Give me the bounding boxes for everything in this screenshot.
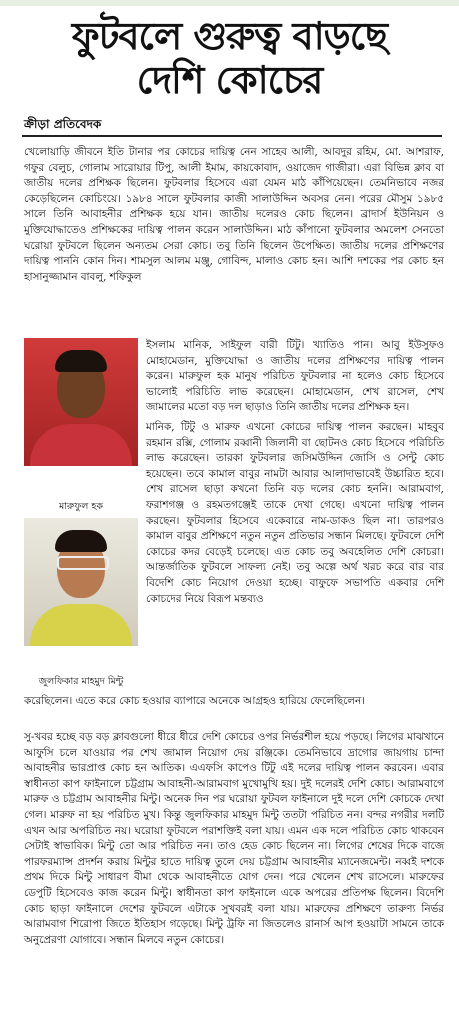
headline <box>0 14 459 102</box>
article-text: করেছিলেন। এতে করে কোচ হওয়ার ব্যাপারে অনেকে আগ্রহও হারিয়ে ফেলেছিলেন। <box>24 695 365 707</box>
article-text: খেলোয়াড়ি জীবনে ইতি টানার পর কোচের দায়িত্ব নেন সাহেব আলী, আবদুর রহিম, মো. আশরাফ, গফুর বেলুচ, গোলাম সারোয়ার টিপু, আলী ইমাম, কায়কোবাদ, ওয়াজেদ গাজীরা। এরা বিভিন্ন ক্লাব বা জাতীয় দলের প্রশিক্ষক ছিলেন। ফুটবলার হিসেবে এরা যেমন মাঠ কাঁপিয়েছেন। তেমনিভাবে নজর কেড়েছিলেন কোচিংয়ে। ১৯৮৪ সালে ফুটবলার কাজী সালাউদ্দিন অবসর নেন। পরের মৌসুম ১৯৮৫ সালে তিনি আবাহনীর প্রশিক্ষক হয়ে যান। জাতীয় দলেরও কোচ ছিলেন। ব্রাদার্স ইউনিয়ন ও মুক্তিযোদ্ধাতেও প্রশিক্ষকের দায়িত্ব পালন করেন সালাউদ্দিন। মাঠ কাঁপানো ফুটবলার অমলেশ সেনতো ঘরোয়া ফুটবলে ছিলেন অন্যতম সেরা কোচ। তবু তিনি ছিলেন উপেক্ষিত। জাতীয় দলের প্রশিক্ষণের দায়িত্ব পাননি কোন দিন। শামসুল আলম মঞ্জু, গোবিন্দ, মালাও কোচ হন। আশি দশকের পর কোচ হন হাসানুজ্জামান বাবলু, শফিকুল <box>24 146 444 283</box>
photo-figure-hair <box>55 350 107 372</box>
photo-caption-2: জুলফিকার মাহমুদ মিন্টু <box>38 676 124 687</box>
article-text: মানিক, টিটু ও মারুফ এখনো কোচের দায়িত্ব পালন করছেন। মাহবুব রহমান রক্সি, গোলাম রব্বানী জিলানী বা ছোটনও কোচ হিসেবে পরিচিতি লাভ করেছেন। তারকা ফুটবলার জসিমউদ্দিন জোসি ও সেন্টু কোচ হয়েছেন। তবে কামাল বাবুর নামটা আবার আলাদাভাবেই উচ্চারিত হবে। শেখ রাসেল ছাড়া কখনো তিনি বড় দলের কোচ হননি। আরামবাগ, ফরাশগঞ্জ ও রহমতগঞ্জেই তাকে দেখা গেছে। এখনো দায়িত্ব পালন করছেন। ফুটবলার হিসেবে একেবারে নাম-ডাকও ছিল না। তারপরও কামাল বাবুর প্রশিক্ষণে নতুন নতুন প্রতিভার সন্ধান মিলছে। ফুটবলে দেশি কোচের কদর বেড়েই চলেছে। এত কোচ তবু অবহেলিত দেশি কোচরা। আন্তর্জাতিক ফুটবলে সাফল্য নেই। তবু অল্পে অর্থ খরচ করে বার বার বিদেশি কোচ নিয়োগ দেওয়া হচ্ছে। বাফুফে সভাপতি একবার দেশি কোচদের নিয়ে বিরূপ মন্তব্যও <box>146 420 444 605</box>
article-para-1-top <box>24 145 444 285</box>
byline-rule <box>22 135 442 137</box>
photo-caption-1: মারুফুল হক <box>59 501 103 512</box>
article-text: ইসলাম মানিক, সাইফুল বারী টিটু। খ্যাতিও পান। আবু ইউসুফও মোহামেডান, মুক্তিযোদ্ধা ও জাতীয় দলের প্রশিক্ষণের দায়িত্ব পালন করেন। মারুফুল হক মানুষ পরিচিত ফুটবলার না হলেও কোচ হিসেবে ভালোই পরিচিতি লাভ করেছেন। মোহামেডান, শেখ রাসেল, শেখ জামালের মতো বড় দল ছাড়াও তিনি জাতীয় দলের প্রশিক্ষক হন। <box>146 339 444 414</box>
photo-figure-body <box>30 424 132 466</box>
article-text: সু-খবর হচ্ছে বড় বড় ক্লাবগুলো ধীরে ধীরে দেশি কোচের ওপর নির্ভরশীল হয়ে পড়ছে। লিগের মাঝখানে আফুসি চলে যাওয়ার পর শেখ জামাল নিয়োগ দেয় রঞ্জিকে। তেমনিভাবে দ্রাগোর জায়গায় চান্দা আবাহনীর ভারপ্রাপ্ত কোচ হন আতিক। এএফসি কাপেও টিটু এই দলের দায়িত্ব পালন করবেন। এবার স্বাধীনতা কাপ ফাইনালে চট্টগ্রাম আবাহনী-আরামবাগ মুখোমুখি হয়। দুই দলেরই দেশি কোচ। আরামবাগে মারুফ ও চট্টগ্রাম আবাহনীর মিন্টু। অনেক দিন পর ঘরোয়া ফুটবল ফাইনালে দুই দলে দেশি কোচকে দেখা গেল। মারুফ না হয় পরিচিত মুখ। কিন্তু জুলফিকার মাহমুদ মিন্টু ততটা পরিচিত নন। বন্দর নগরীর দলটি এখন আর অপরিচিত নয়। ঘরোয়া ফুটবলে পরাশক্তিই বলা যায়। এমন এক দলে পরিচিত কোচ থাকবেন সেটাই স্বাভাবিক। মিন্টু তো আর পরিচিত নন। তাও হেড কোচ ছিলেন না। লিগের শেষের দিকে বাজে পারফরম্যান্স প্রদর্শন করায় মিন্টুর হাতে দায়িত্ব তুলে দেয় চট্টগ্রাম আবাহনীর ম্যানেজমেন্ট। নব্বই দশকে প্রথম দিকে মিন্টু সাধারণ বীমা থেকে আবাহনীতে যোগ দেন। পরে খেলেন শেখ রাসেলে। মারুফের ডেপুটি হিসেবেও কাজ করেন মিন্টু। স্বাধীনতা কাপ ফাইনালে একে অপরের প্রতিপক্ষ ছিলেন। বিদেশি কোচ ছাড়া ফাইনালে দেশের ফুটবলে এটাকে সুখবরই বলা যায়। মারুফের প্রশিক্ষণে তারুণ্য নির্ভর আরামবাগ শিরোপা জিতে ইতিহাস গড়েছে। মিন্টু ট্রফি না জিতলেও রানার্স আপ হওয়াটা সামনে তাকে অনুপ্রেরণা যোগাবে। সন্ধান মিলবে নতুন কোচের। <box>24 731 444 946</box>
photo-figure-glasses <box>57 556 109 570</box>
headline-line-1: ফুটবলে গুরুত্ব বাড়ছে <box>71 14 388 58</box>
photo-marufful-haque <box>24 338 138 466</box>
photo-zulfikar-mahmud-mintu <box>24 518 138 646</box>
article-side-column <box>146 338 444 607</box>
photo-figure-hair <box>55 530 107 552</box>
article-para-3 <box>24 730 444 948</box>
byline: ক্রীড়া প্রতিবেদক <box>24 117 102 131</box>
article-para-2-bottom <box>24 694 444 710</box>
photo-figure-body <box>30 604 132 646</box>
headline-line-2: দেশি কোচের <box>136 58 323 102</box>
top-color-strip <box>0 0 459 6</box>
